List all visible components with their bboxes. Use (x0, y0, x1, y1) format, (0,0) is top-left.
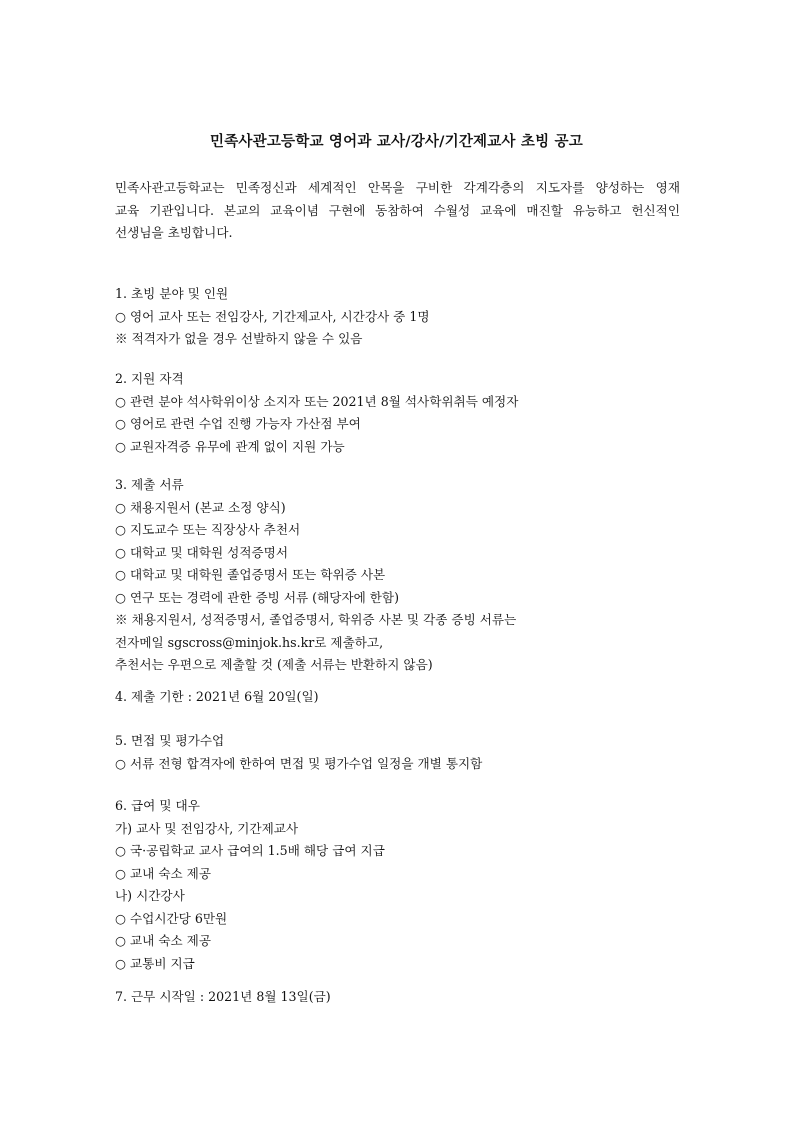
section-line: ○ 교내 숙소 제공 (115, 865, 211, 881)
section-line: ○ 대학교 및 대학원 성적증명서 (115, 544, 288, 560)
section-heading: 2. 지원 자격 (115, 371, 184, 386)
section-line: ○ 관련 분야 석사학위이상 소지자 또는 2021년 8월 석사학위취득 예정자 (115, 393, 519, 409)
section-line: 전자메일 sgscross@minjok.hs.kr로 제출하고, (115, 634, 384, 650)
section-heading: 3. 제출 서류 (115, 477, 184, 492)
section-line: ○ 영어로 관련 수업 진행 가능자 가산점 부여 (115, 416, 361, 431)
section-salary (115, 795, 715, 975)
intro-line: 선생님을 초빙합니다. (115, 225, 233, 240)
section-line: 가) 교사 및 전임강사, 기간제교사 (115, 820, 299, 836)
intro-line: 교육 기관입니다. 본교의 교육이념 구현에 동참하여 수월성 교육에 매진할 유능하고 헌신적인 (115, 202, 680, 218)
intro-paragraph (115, 177, 680, 245)
section-line: ○ 수업시간당 6만원 (115, 910, 228, 926)
section-heading: 6. 급여 및 대우 (115, 798, 200, 813)
section-line: ○ 연구 또는 경력에 관한 증빙 서류 (해당자에 한함) (115, 589, 399, 605)
section-interview (115, 730, 715, 775)
section-deadline (115, 686, 715, 709)
intro-line: 민족사관고등학교는 민족정신과 세계적인 안목을 구비한 각계각층의 지도자를 양성하는 영재 (115, 180, 680, 195)
section-qualifications (115, 368, 715, 458)
section-start-date (115, 986, 715, 1009)
page-title: 민족사관고등학교 영어과 교사/강사/기간제교사 초빙 공고 (210, 134, 583, 150)
section-line: ○ 영어 교사 또는 전임강사, 기간제교사, 시간강사 중 1명 (115, 308, 430, 324)
section-line: ※ 적격자가 없을 경우 선발하지 않을 수 있음 (115, 331, 363, 346)
section-documents (115, 474, 715, 677)
section-heading: 1. 초빙 분야 및 인원 (115, 286, 229, 301)
section-line: ○ 지도교수 또는 직장상사 추천서 (115, 522, 301, 537)
section-line: ※ 채용지원서, 성적증명서, 졸업증명서, 학위증 사본 및 각종 증빙 서류는 (115, 612, 517, 627)
section-line: 나) 시간강사 (115, 888, 185, 903)
section-line: ○ 대학교 및 대학원 졸업증명서 또는 학위증 사본 (115, 567, 386, 582)
section-line: ○ 교원자격증 유무에 관계 없이 지원 가능 (115, 438, 345, 454)
section-line: 추천서는 우편으로 제출할 것 (제출 서류는 반환하지 않음) (115, 657, 433, 672)
section-line: ○ 교통비 지급 (115, 955, 195, 971)
section-line: ○ 교내 숙소 제공 (115, 933, 211, 948)
section-heading: 7. 근무 시작일 : 2021년 8월 13일(금) (115, 989, 331, 1004)
section-line: ○ 국·공립학교 교사 급여의 1.5배 해당 급여 지급 (115, 843, 385, 858)
section-recruitment-field (115, 283, 715, 351)
section-line: ○ 채용지원서 (본교 소정 양식) (115, 499, 286, 515)
section-heading: 4. 제출 기한 : 2021년 6월 20일(일) (115, 689, 319, 704)
section-heading: 5. 면접 및 평가수업 (115, 733, 225, 748)
section-line: ○ 서류 전형 합격자에 한하여 면접 및 평가수업 일정을 개별 통지함 (115, 755, 483, 771)
